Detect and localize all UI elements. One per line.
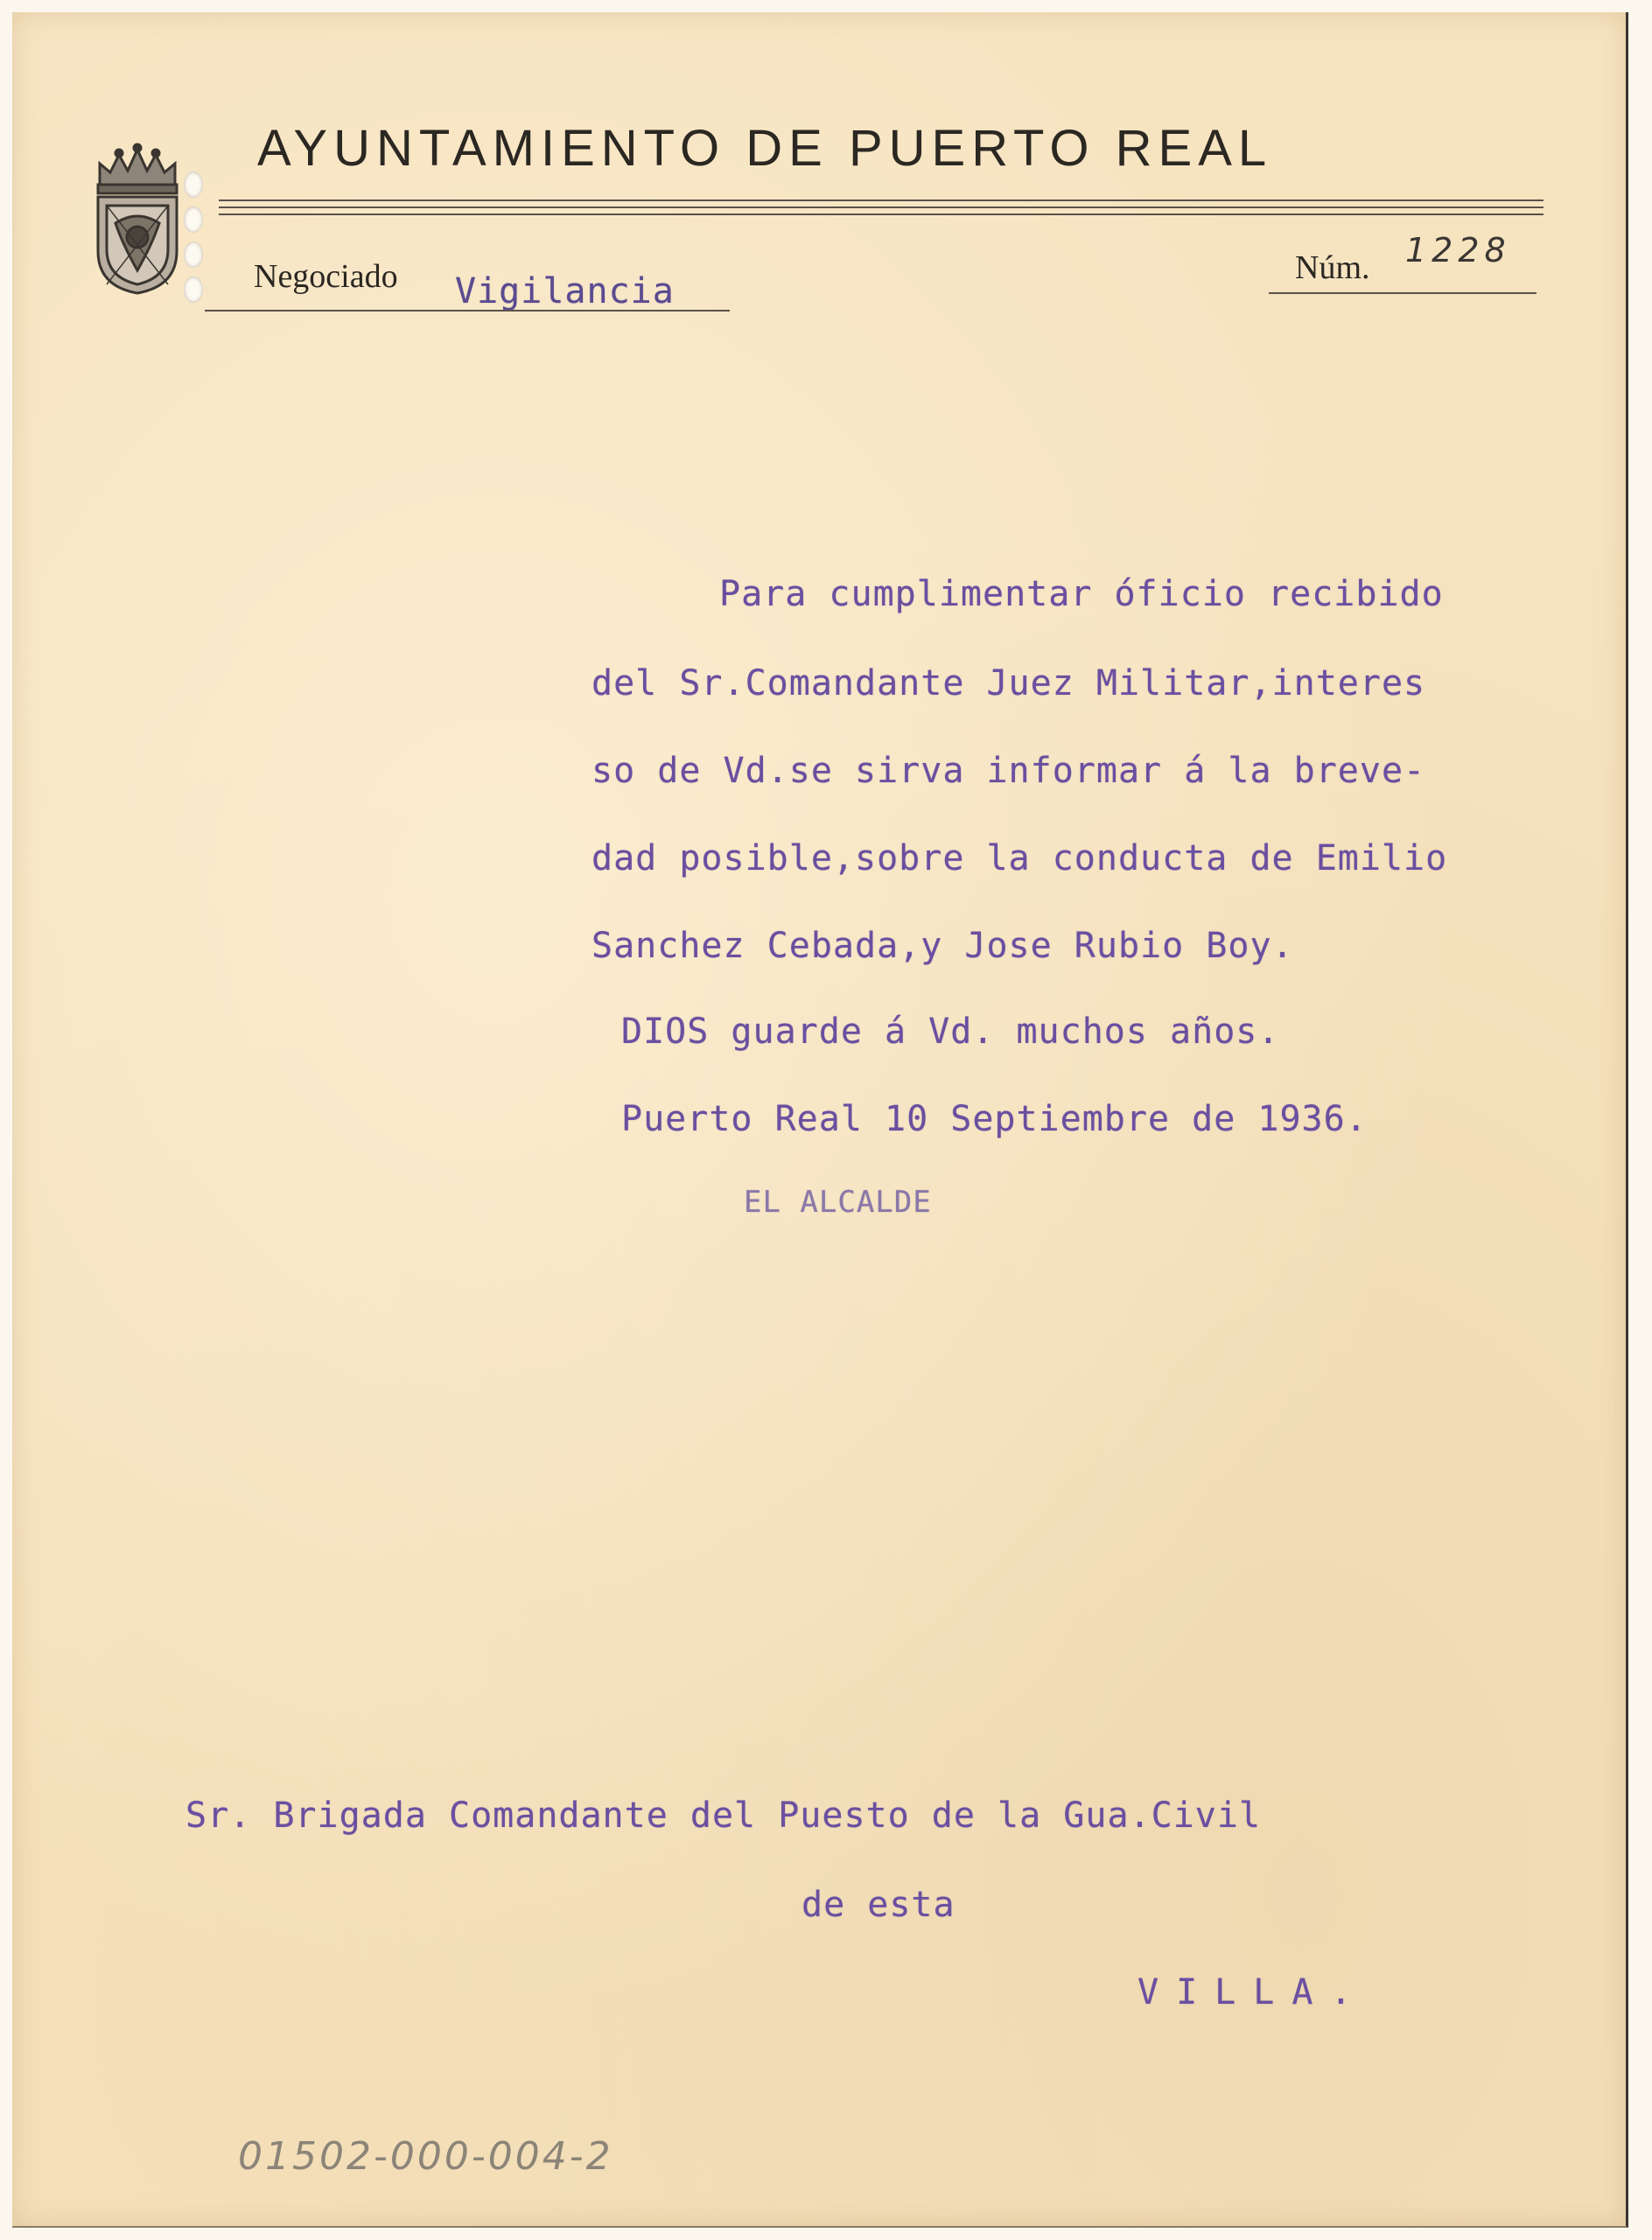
negociado-value: Vigilancia <box>455 271 675 312</box>
punch-hole <box>184 276 203 303</box>
date-line: Puerto Real 10 Septiembre de 1936. <box>621 1099 1368 1139</box>
coat-of-arms-logo <box>89 139 186 297</box>
num-label: Núm. <box>1295 249 1370 286</box>
addressee-line: de esta <box>802 1885 956 1925</box>
header-rule <box>219 200 1544 201</box>
header-rule <box>219 214 1544 215</box>
letterhead-title: AYUNTAMIENTO DE PUERTO REAL <box>257 120 1273 177</box>
punch-hole <box>184 172 203 198</box>
punch-hole <box>184 206 203 233</box>
archive-reference: 01502-000-004-2 <box>238 2134 613 2179</box>
signature-title: EL ALCALDE <box>744 1185 932 1220</box>
negociado-label: Negociado <box>254 258 398 295</box>
document-page <box>12 12 1628 2228</box>
num-underline <box>1269 292 1536 294</box>
closing-line: DIOS guarde á Vd. muchos años. <box>621 1012 1280 1052</box>
addressee-line: VILLA. <box>1138 1972 1369 2012</box>
negociado-underline <box>205 310 730 312</box>
addressee-line: Sr. Brigada Comandante del Puesto de la Gua.Civil <box>186 1796 1262 1836</box>
body-line: dad posible,sobre la conducta de Emilio <box>592 838 1448 878</box>
body-line: Para cumplimentar óficio recibido <box>719 574 1444 614</box>
num-value: 1228 <box>1405 231 1511 270</box>
body-line: del Sr.Comandante Juez Militar,interes <box>592 663 1426 704</box>
punch-hole <box>184 242 203 268</box>
header-rule <box>219 206 1544 208</box>
body-line: Sanchez Cebada,y Jose Rubio Boy. <box>592 926 1294 966</box>
body-line: so de Vd.se sirva informar á la breve- <box>592 751 1426 791</box>
